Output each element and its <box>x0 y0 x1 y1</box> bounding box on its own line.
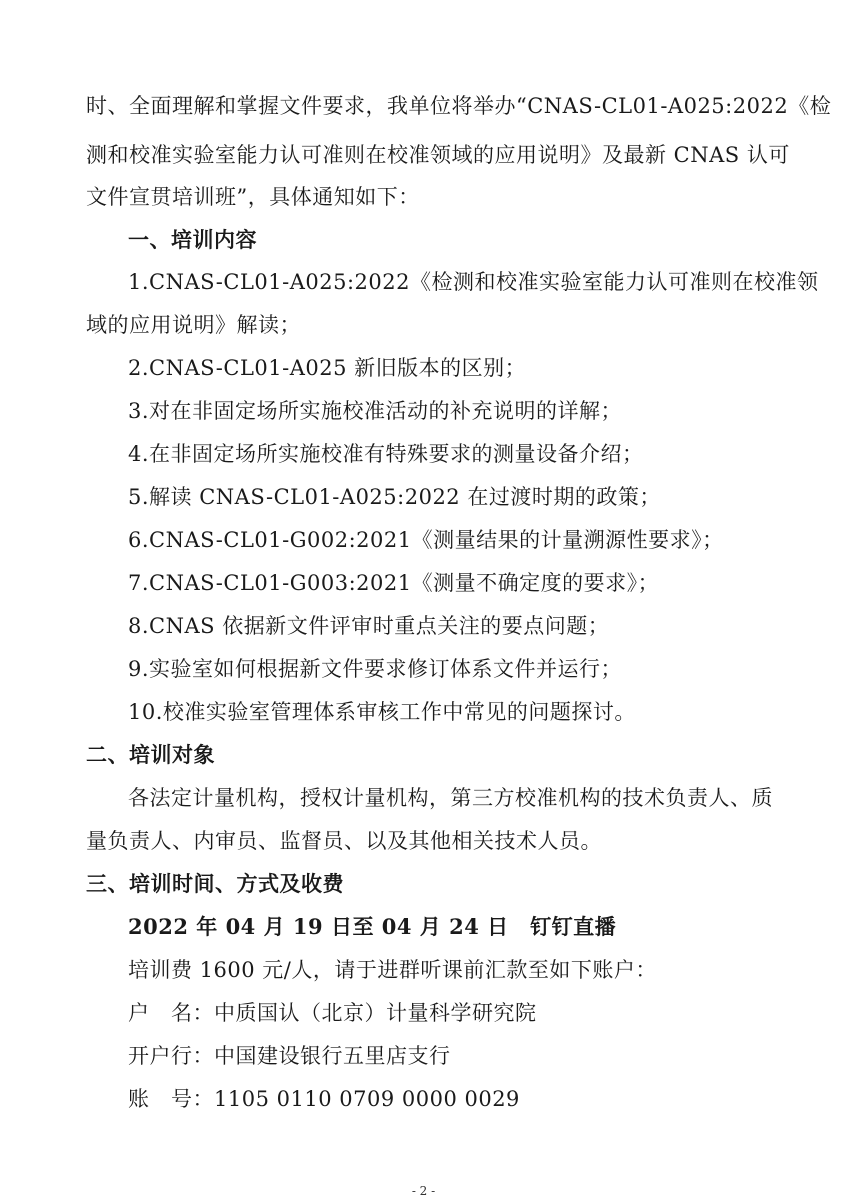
section-heading-audience: 二、培训对象 <box>86 742 215 767</box>
training-fee: 培训费 1600 元/人，请于进群听课前汇款至如下账户： <box>128 958 657 982</box>
content-item-8: 8.CNAS 依据新文件评审时重点关注的要点问题； <box>128 614 610 638</box>
account-name: 户 名：中质国认（北京）计量科学研究院 <box>128 1001 537 1025</box>
bank-name: 开户行：中国建设银行五里店支行 <box>128 1044 451 1068</box>
section-heading-training-content: 一、培训内容 <box>128 227 257 252</box>
content-item-7: 7.CNAS-CL01-G003:2021《测量不确定度的要求》； <box>128 571 660 595</box>
content-item-9: 9.实验室如何根据新文件要求修订体系文件并运行； <box>128 657 623 681</box>
content-item-6: 6.CNAS-CL01-G002:2021《测量结果的计量溯源性要求》； <box>128 528 724 552</box>
audience-line-2: 量负责人、内审员、监督员、以及其他相关技术人员。 <box>86 829 602 853</box>
content-item-4: 4.在非固定场所实施校准有特殊要求的测量设备介绍； <box>128 442 644 466</box>
training-schedule: 2022 年 04 月 19 日至 04 月 24 日 钉钉直播 <box>128 914 617 939</box>
content-item-2: 2.CNAS-CL01-A025 新旧版本的区别； <box>128 356 527 380</box>
content-item-1: 1.CNAS-CL01-A025:2022《检测和校准实验室能力认可准则在校准领 <box>128 270 819 294</box>
page-number: - 2 - <box>411 1184 436 1198</box>
content-item-5: 5.解读 CNAS-CL01-A025:2022 在过渡时期的政策； <box>128 485 661 509</box>
audience-line-1: 各法定计量机构，授权计量机构，第三方校准机构的技术负责人、质 <box>128 786 773 810</box>
account-number: 账 号：1105 0110 0709 0000 0029 <box>128 1087 520 1111</box>
content-item-10: 10.校准实验室管理体系审核工作中常见的问题探讨。 <box>128 700 636 724</box>
intro-line-1: 时、全面理解和掌握文件要求，我单位将举办“CNAS-CL01-A025:2022《检 <box>86 94 832 118</box>
content-item-3: 3.对在非固定场所实施校准活动的补充说明的详解； <box>128 399 623 423</box>
intro-line-3: 文件宣贯培训班”，具体通知如下： <box>86 185 420 209</box>
section-heading-time-fee: 三、培训时间、方式及收费 <box>86 871 344 896</box>
intro-line-2: 测和校准实验室能力认可准则在校准领域的应用说明》及最新 CNAS 认可 <box>86 143 790 167</box>
content-item-1-cont: 域的应用说明》解读； <box>86 313 301 337</box>
